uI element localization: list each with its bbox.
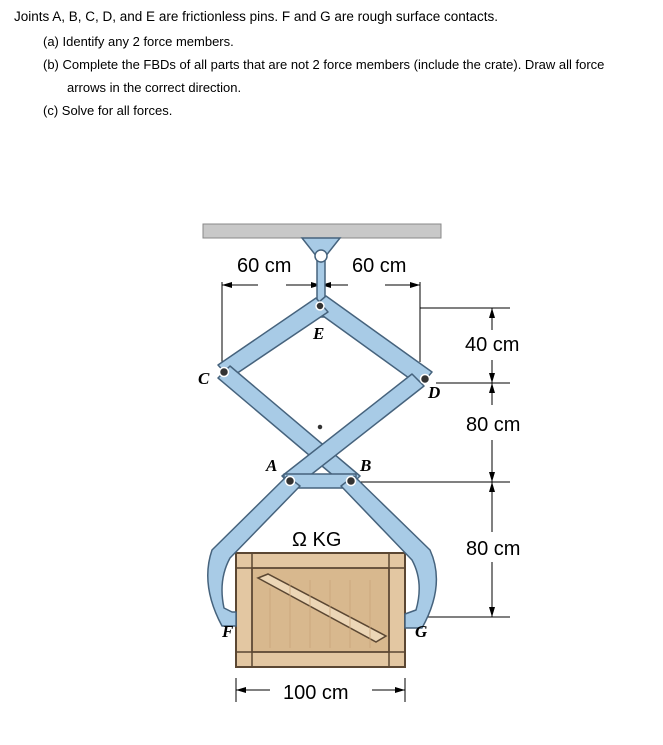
dim-right-3: 80 cm xyxy=(466,538,521,560)
cross-point xyxy=(317,424,323,430)
top-pin xyxy=(315,250,327,262)
crate xyxy=(236,553,405,667)
label-f: F xyxy=(222,622,234,641)
dim-top-right: 60 cm xyxy=(352,255,407,277)
part-c-text: (c) Solve for all forces. xyxy=(43,103,173,118)
dim-right-2: 80 cm xyxy=(466,414,521,436)
pin-a xyxy=(286,477,295,486)
label-c: C xyxy=(198,369,210,388)
crate-weight-label: Ω KG xyxy=(292,529,342,551)
dim-top-left: 60 cm xyxy=(237,255,292,277)
label-e: E xyxy=(313,324,325,343)
label-g: G xyxy=(415,622,428,641)
label-b: B xyxy=(360,456,372,475)
pin-e xyxy=(316,302,324,310)
ceiling xyxy=(203,224,441,238)
label-a: A xyxy=(266,456,278,475)
part-b-text-line1: (b) Complete the FBDs of all parts that are not 2 force members (include the crate). Draw all force xyxy=(43,57,605,72)
problem-statement: Joints A, B, C, D, and E are frictionless pins. F and G are rough surface contacts. xyxy=(14,9,498,24)
dim-right-1: 40 cm xyxy=(465,334,520,356)
pin-c xyxy=(220,368,229,377)
part-a-text: (a) Identify any 2 force members. xyxy=(43,34,234,49)
part-b-text-line2: arrows in the correct direction. xyxy=(67,80,242,95)
dim-bottom: 100 cm xyxy=(283,682,349,704)
pin-b xyxy=(347,477,356,486)
label-d: D xyxy=(428,383,441,402)
